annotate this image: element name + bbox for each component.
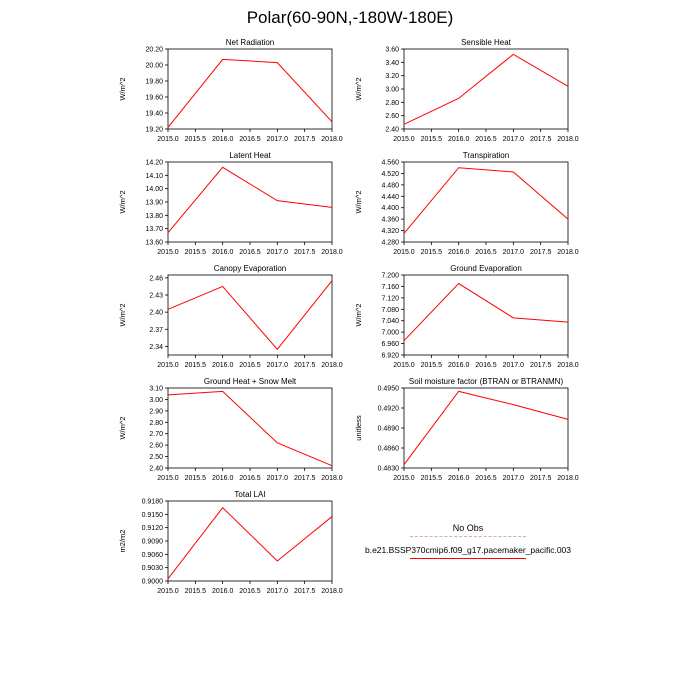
- chart-ground-evaporation: [350, 262, 586, 375]
- x-tick-label: 2018.0: [321, 362, 343, 369]
- y-tick-label: 14.00: [145, 186, 163, 194]
- chart-transpiration: [350, 149, 586, 262]
- x-tick-label: 2016.5: [475, 362, 497, 369]
- chart-title: Ground Evaporation: [450, 264, 522, 273]
- x-tick-label: 2015.5: [184, 249, 207, 256]
- x-tick-label: 2016.0: [211, 136, 234, 143]
- y-tick-label: 20.00: [145, 62, 163, 70]
- y-tick-label: 6.960: [381, 341, 399, 349]
- plot-frame: [404, 388, 568, 468]
- y-tick-label: 3.20: [385, 73, 399, 81]
- y-tick-label: 0.4950: [377, 385, 399, 393]
- x-tick-label: 2017.5: [529, 136, 552, 143]
- x-tick-label: 2015.5: [420, 362, 443, 369]
- x-tick-label: 2017.0: [266, 249, 289, 256]
- chart-title: Canopy Evaporation: [213, 264, 287, 273]
- data-series-line: [168, 167, 332, 232]
- legend: [350, 488, 586, 601]
- y-tick-label: 7.000: [381, 329, 399, 337]
- y-tick-label: 7.120: [381, 295, 399, 303]
- data-series-line: [168, 508, 332, 579]
- y-axis-label: W/m^2: [118, 416, 127, 440]
- y-tick-label: 0.9000: [141, 578, 163, 586]
- y-tick-label: 19.60: [145, 94, 163, 102]
- y-tick-label: 13.70: [145, 226, 163, 234]
- x-tick-label: 2017.0: [266, 362, 289, 369]
- chart-sensible-heat: [350, 36, 586, 149]
- y-tick-label: 19.80: [145, 78, 163, 86]
- y-tick-label: 14.10: [145, 172, 163, 180]
- x-tick-label: 2017.5: [293, 475, 316, 482]
- x-tick-label: 2015.0: [393, 136, 415, 143]
- x-tick-label: 2017.5: [293, 588, 316, 595]
- legend-no-obs-label: No Obs: [452, 522, 484, 533]
- y-tick-label: 7.160: [381, 283, 399, 291]
- y-tick-label: 2.34: [149, 343, 163, 351]
- y-tick-label: 3.00: [385, 86, 399, 94]
- y-tick-label: 13.60: [145, 239, 163, 247]
- x-tick-label: 2018.0: [557, 475, 579, 482]
- data-series-line: [168, 59, 332, 127]
- x-tick-label: 2015.5: [420, 249, 443, 256]
- x-tick-label: 2016.5: [475, 475, 497, 482]
- plot-frame: [404, 162, 568, 242]
- x-tick-label: 2016.5: [239, 136, 261, 143]
- chart-soil-moisture-factor-btran-or-btranmn: [350, 375, 586, 488]
- x-tick-label: 2018.0: [557, 136, 579, 143]
- x-tick-label: 2016.0: [211, 588, 234, 595]
- x-tick-label: 2015.5: [184, 588, 207, 595]
- y-tick-label: 0.4890: [377, 425, 399, 433]
- y-tick-label: 0.4860: [377, 445, 399, 453]
- x-tick-label: 2017.5: [529, 475, 552, 482]
- x-tick-label: 2017.0: [266, 475, 289, 482]
- x-tick-label: 2016.5: [239, 475, 261, 482]
- y-tick-label: 0.9030: [141, 565, 163, 573]
- y-tick-label: 3.00: [149, 396, 163, 404]
- x-tick-label: 2017.5: [293, 136, 316, 143]
- chart-latent-heat: [114, 149, 350, 262]
- y-axis-label: m2/m2: [118, 529, 127, 553]
- y-tick-label: 2.80: [149, 419, 163, 427]
- chart-title: Ground Heat + Snow Melt: [203, 377, 297, 386]
- x-tick-label: 2015.0: [157, 588, 179, 595]
- x-tick-label: 2017.0: [502, 249, 525, 256]
- y-tick-label: 2.70: [149, 431, 163, 439]
- y-tick-label: 7.080: [381, 306, 399, 314]
- y-axis-label: unitless: [354, 415, 363, 441]
- chart-svg: [114, 375, 350, 487]
- y-axis-label: W/m^2: [354, 77, 363, 101]
- x-tick-label: 2018.0: [321, 588, 343, 595]
- legend-run-line: [410, 558, 526, 559]
- x-tick-label: 2017.0: [266, 588, 289, 595]
- plot-frame: [168, 162, 332, 242]
- chart-svg: [350, 375, 586, 487]
- chart-svg: [350, 149, 586, 261]
- y-axis-label: W/m^2: [118, 303, 127, 327]
- x-tick-label: 2017.5: [529, 362, 552, 369]
- y-tick-label: 20.20: [145, 46, 163, 54]
- y-tick-label: 0.9060: [141, 551, 163, 559]
- y-tick-label: 0.9120: [141, 525, 163, 533]
- x-tick-label: 2016.5: [475, 136, 497, 143]
- y-axis-label: W/m^2: [118, 77, 127, 101]
- x-tick-label: 2016.0: [211, 362, 234, 369]
- y-tick-label: 14.20: [145, 159, 163, 167]
- y-tick-label: 2.43: [149, 292, 163, 300]
- x-tick-label: 2015.0: [393, 362, 415, 369]
- x-tick-label: 2018.0: [321, 136, 343, 143]
- y-tick-label: 2.40: [149, 465, 163, 473]
- y-tick-label: 2.46: [149, 275, 163, 283]
- chart-ground-heat-snow-melt: [114, 375, 350, 488]
- y-tick-label: 2.37: [149, 326, 163, 334]
- y-tick-label: 4.280: [381, 239, 399, 247]
- chart-svg: [114, 36, 350, 148]
- y-tick-label: 2.60: [385, 113, 399, 121]
- data-series-line: [404, 168, 568, 234]
- y-axis-label: W/m^2: [118, 190, 127, 214]
- chart-title: Sensible Heat: [461, 38, 511, 47]
- chart-title: Net Radiation: [225, 38, 275, 47]
- x-tick-label: 2018.0: [321, 475, 343, 482]
- y-tick-label: 4.360: [381, 216, 399, 224]
- x-tick-label: 2017.0: [502, 362, 525, 369]
- y-tick-label: 3.10: [149, 385, 163, 393]
- x-tick-label: 2017.5: [529, 249, 552, 256]
- chart-total-lai: [114, 488, 350, 601]
- x-tick-label: 2016.0: [447, 249, 470, 256]
- y-axis-label: W/m^2: [354, 190, 363, 214]
- x-tick-label: 2015.0: [393, 249, 415, 256]
- x-tick-label: 2018.0: [321, 249, 343, 256]
- chart-svg: [114, 149, 350, 261]
- data-series-line: [404, 391, 568, 464]
- y-tick-label: 2.60: [149, 442, 163, 450]
- chart-svg: [350, 36, 586, 148]
- chart-svg: [114, 262, 350, 374]
- plot-frame: [168, 388, 332, 468]
- data-series-line: [404, 54, 568, 124]
- x-tick-label: 2015.5: [184, 136, 207, 143]
- y-tick-label: 0.9090: [141, 538, 163, 546]
- chart-title: Total LAI: [234, 490, 266, 499]
- y-tick-label: 7.040: [381, 318, 399, 326]
- chart-svg: [350, 262, 586, 374]
- chart-title: Transpiration: [462, 151, 510, 160]
- y-tick-label: 6.920: [381, 352, 399, 360]
- chart-canopy-evaporation: [114, 262, 350, 375]
- y-tick-label: 13.90: [145, 199, 163, 207]
- y-tick-label: 13.80: [145, 212, 163, 220]
- plot-frame: [168, 501, 332, 581]
- chart-svg: [114, 488, 350, 600]
- x-tick-label: 2015.5: [420, 475, 443, 482]
- data-series-line: [168, 391, 332, 465]
- x-tick-label: 2017.0: [502, 475, 525, 482]
- y-tick-label: 0.9150: [141, 511, 163, 519]
- y-tick-label: 4.440: [381, 193, 399, 201]
- y-tick-label: 4.480: [381, 182, 399, 190]
- legend-run-label: b.e21.BSSP370cmip6.f09_g17.pacemaker_pacific.003: [364, 544, 572, 555]
- x-tick-label: 2016.5: [239, 249, 261, 256]
- x-tick-label: 2016.0: [447, 362, 470, 369]
- y-tick-label: 4.400: [381, 205, 399, 213]
- x-tick-label: 2015.5: [184, 362, 207, 369]
- x-tick-label: 2017.0: [266, 136, 289, 143]
- x-tick-label: 2016.0: [211, 475, 234, 482]
- x-tick-label: 2015.0: [393, 475, 415, 482]
- x-tick-label: 2016.0: [447, 136, 470, 143]
- y-tick-label: 0.4830: [377, 465, 399, 473]
- figure-title: Polar(60-90N,-180W-180E): [246, 8, 454, 27]
- y-tick-label: 2.40: [385, 126, 399, 134]
- y-tick-label: 0.4920: [377, 405, 399, 413]
- legend-no-obs-line: [410, 536, 526, 537]
- y-tick-label: 7.200: [381, 272, 399, 280]
- x-tick-label: 2015.0: [157, 362, 179, 369]
- x-tick-label: 2016.0: [447, 475, 470, 482]
- charts-grid: [114, 36, 586, 601]
- y-tick-label: 3.40: [385, 59, 399, 67]
- data-series-line: [404, 284, 568, 341]
- y-tick-label: 3.60: [385, 46, 399, 54]
- plot-frame: [404, 49, 568, 129]
- x-tick-label: 2016.5: [239, 588, 261, 595]
- chart-title: Soil moisture factor (BTRAN or BTRANMN): [408, 377, 564, 386]
- y-tick-label: 4.520: [381, 170, 399, 178]
- y-tick-label: 2.50: [149, 454, 163, 462]
- x-tick-label: 2017.5: [293, 362, 316, 369]
- x-tick-label: 2017.0: [502, 136, 525, 143]
- x-tick-label: 2017.5: [293, 249, 316, 256]
- x-tick-label: 2018.0: [557, 362, 579, 369]
- x-tick-label: 2016.0: [211, 249, 234, 256]
- y-axis-label: W/m^2: [354, 303, 363, 327]
- x-tick-label: 2015.0: [157, 136, 179, 143]
- x-tick-label: 2016.5: [475, 249, 497, 256]
- x-tick-label: 2015.5: [420, 136, 443, 143]
- y-tick-label: 4.320: [381, 228, 399, 236]
- y-tick-label: 2.80: [385, 99, 399, 107]
- x-tick-label: 2015.0: [157, 249, 179, 256]
- x-tick-label: 2016.5: [239, 362, 261, 369]
- x-tick-label: 2015.0: [157, 475, 179, 482]
- x-tick-label: 2015.5: [184, 475, 207, 482]
- y-tick-label: 4.560: [381, 159, 399, 167]
- plot-frame: [168, 275, 332, 355]
- y-tick-label: 0.9180: [141, 498, 163, 506]
- data-series-line: [168, 281, 332, 350]
- chart-title: Latent Heat: [229, 151, 271, 160]
- y-tick-label: 19.20: [145, 126, 163, 134]
- y-tick-label: 2.40: [149, 309, 163, 317]
- chart-net-radiation: [114, 36, 350, 149]
- y-tick-label: 19.40: [145, 110, 163, 118]
- x-tick-label: 2018.0: [557, 249, 579, 256]
- y-tick-label: 2.90: [149, 408, 163, 416]
